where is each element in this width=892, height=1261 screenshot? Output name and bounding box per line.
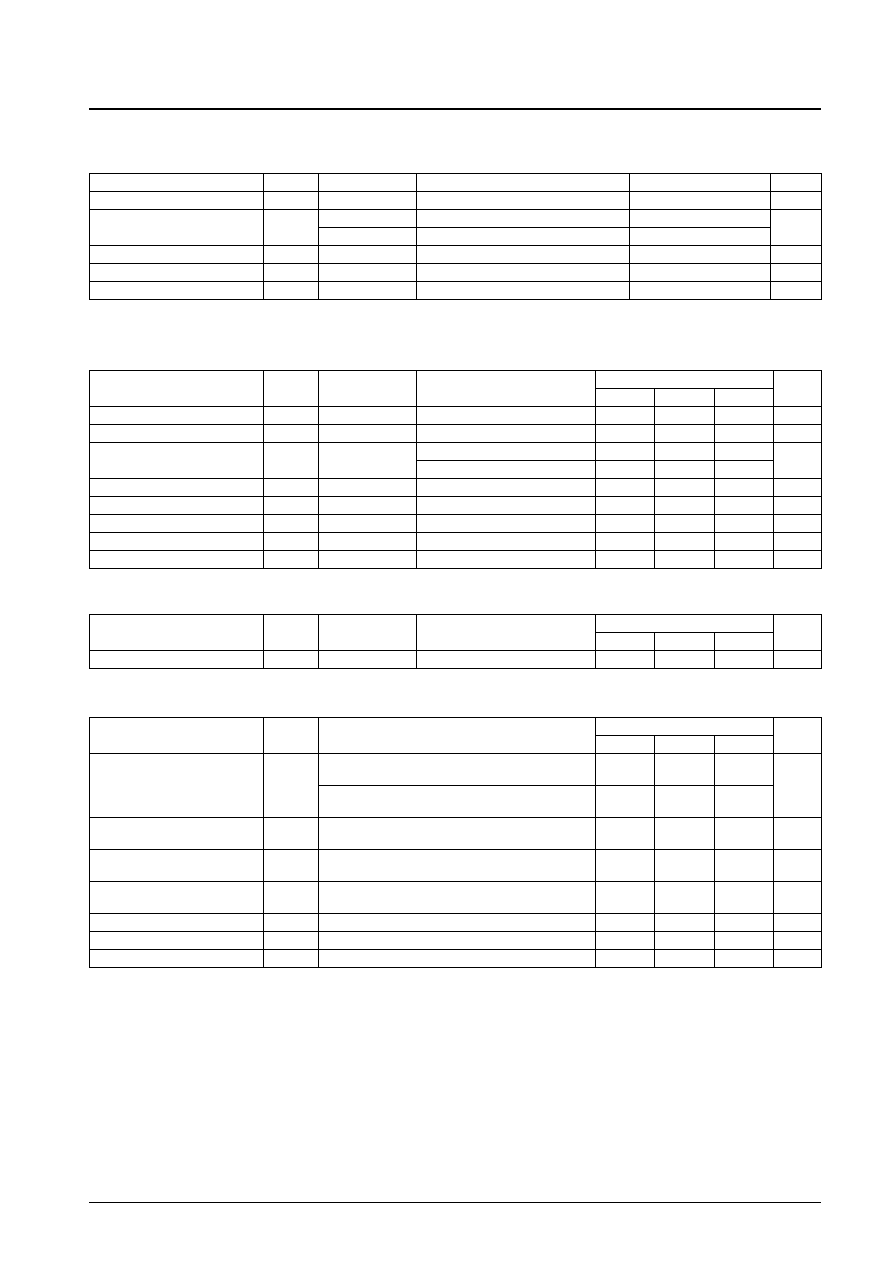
table-cell <box>90 882 264 914</box>
table-cell <box>90 443 264 479</box>
table-row <box>90 174 822 192</box>
table-row <box>90 443 822 461</box>
table-cell <box>319 754 596 786</box>
table-cell <box>655 515 715 533</box>
header-cell <box>774 615 822 651</box>
table-cell <box>774 425 822 443</box>
table-cell <box>715 515 774 533</box>
table-cell <box>319 210 417 228</box>
table-cell <box>90 932 264 950</box>
table-cell <box>264 818 319 850</box>
table-cell <box>319 497 417 515</box>
table-header-row <box>90 718 822 736</box>
table-cell <box>90 850 264 882</box>
header-cell <box>264 371 319 407</box>
header-cell <box>596 633 655 651</box>
table-cell <box>417 551 596 569</box>
table-cell <box>596 533 655 551</box>
table-cell <box>417 228 630 246</box>
header-rule <box>89 108 821 110</box>
table-cell <box>596 754 655 786</box>
header-cell <box>596 718 774 736</box>
table-cell <box>319 818 596 850</box>
table-cell <box>319 246 417 264</box>
table-cell <box>319 651 417 669</box>
table-cell <box>264 174 319 192</box>
table-cell <box>655 950 715 968</box>
table-cell <box>655 754 715 786</box>
table-cell <box>630 264 771 282</box>
table-cell <box>417 210 630 228</box>
table-cell <box>596 786 655 818</box>
header-cell <box>264 615 319 651</box>
table-cell <box>715 551 774 569</box>
table-cell <box>264 479 319 497</box>
table-cell <box>774 533 822 551</box>
table-cell <box>417 425 596 443</box>
table-cell <box>655 443 715 461</box>
table-cell <box>264 497 319 515</box>
table-cell <box>596 425 655 443</box>
footer-rule <box>89 1202 821 1203</box>
table-cell <box>319 551 417 569</box>
table-cell <box>264 754 319 818</box>
table-cell <box>774 515 822 533</box>
table-row <box>90 210 822 228</box>
table-row <box>90 818 822 850</box>
table-row <box>90 551 822 569</box>
table-cell <box>319 264 417 282</box>
table-cell <box>774 479 822 497</box>
table-cell <box>715 818 774 850</box>
table-cell <box>417 174 630 192</box>
table-cell <box>774 882 822 914</box>
header-cell <box>596 615 774 633</box>
table-cell <box>90 914 264 932</box>
table-cell <box>596 651 655 669</box>
header-cell <box>596 736 655 754</box>
table-cell <box>90 425 264 443</box>
table-cell <box>417 246 630 264</box>
table-row <box>90 850 822 882</box>
table-cell <box>264 443 319 479</box>
table-cell <box>417 443 596 461</box>
table-cell <box>264 407 319 425</box>
table-row <box>90 932 822 950</box>
table-cell <box>596 850 655 882</box>
table-cell <box>630 192 771 210</box>
table-cell <box>655 407 715 425</box>
table-row <box>90 914 822 932</box>
table-cell <box>715 497 774 515</box>
table-cell <box>596 407 655 425</box>
table-cell <box>655 882 715 914</box>
table-cell <box>417 497 596 515</box>
table-cell <box>264 882 319 914</box>
table-row <box>90 264 822 282</box>
table-cell <box>264 932 319 950</box>
switching-characteristics-table <box>89 614 822 669</box>
table-cell <box>417 479 596 497</box>
table-cell <box>596 515 655 533</box>
table-cell <box>90 282 264 300</box>
table-cell <box>655 461 715 479</box>
header-cell <box>319 718 596 754</box>
table-cell <box>630 210 771 228</box>
table-cell <box>319 479 417 497</box>
table-cell <box>264 246 319 264</box>
table-cell <box>655 533 715 551</box>
table-cell <box>774 932 822 950</box>
header-cell <box>774 371 822 407</box>
header-cell <box>715 389 774 407</box>
table-cell <box>655 479 715 497</box>
table-cell <box>264 425 319 443</box>
table-cell <box>596 882 655 914</box>
table-cell <box>417 264 630 282</box>
header-cell <box>655 736 715 754</box>
header-cell <box>417 615 596 651</box>
table-cell <box>417 651 596 669</box>
table-cell <box>771 282 822 300</box>
header-cell <box>655 389 715 407</box>
electrical-characteristics-table <box>89 370 822 569</box>
table-cell <box>771 192 822 210</box>
table-cell <box>655 786 715 818</box>
table-cell <box>596 461 655 479</box>
table-cell <box>90 754 264 818</box>
table-cell <box>90 651 264 669</box>
header-cell <box>90 615 264 651</box>
table-cell <box>596 551 655 569</box>
table-cell <box>771 210 822 246</box>
table-cell <box>715 950 774 968</box>
table-cell <box>264 850 319 882</box>
table-row <box>90 407 822 425</box>
table-row <box>90 882 822 914</box>
table-cell <box>596 497 655 515</box>
header-cell <box>319 615 417 651</box>
table-cell <box>774 497 822 515</box>
table-cell <box>771 264 822 282</box>
table-cell <box>655 497 715 515</box>
table-cell <box>319 515 417 533</box>
table-cell <box>774 443 822 479</box>
header-cell <box>655 633 715 651</box>
table-cell <box>630 282 771 300</box>
table-cell <box>319 914 596 932</box>
header-cell <box>715 633 774 651</box>
header-cell <box>417 371 596 407</box>
table-cell <box>655 818 715 850</box>
table-cell <box>715 461 774 479</box>
table-row <box>90 651 822 669</box>
table-cell <box>596 914 655 932</box>
table-cell <box>655 932 715 950</box>
table-cell <box>596 443 655 461</box>
table-cell <box>264 515 319 533</box>
table-cell <box>319 228 417 246</box>
table-header-row <box>90 615 822 633</box>
table-cell <box>655 551 715 569</box>
table-cell <box>715 407 774 425</box>
table-cell <box>630 246 771 264</box>
thermal-characteristics-table <box>89 717 822 968</box>
table-row <box>90 192 822 210</box>
table-cell <box>319 443 417 479</box>
table-row <box>90 950 822 968</box>
table-row <box>90 515 822 533</box>
table-cell <box>264 950 319 968</box>
table-cell <box>715 651 774 669</box>
absolute-maximum-ratings-table <box>89 173 822 300</box>
table-cell <box>319 950 596 968</box>
table-cell <box>774 551 822 569</box>
table-cell <box>90 264 264 282</box>
table-cell <box>90 192 264 210</box>
table-row <box>90 533 822 551</box>
header-cell <box>715 736 774 754</box>
table-cell <box>630 174 771 192</box>
header-cell <box>264 718 319 754</box>
table-row <box>90 497 822 515</box>
table-row <box>90 425 822 443</box>
table-cell <box>630 228 771 246</box>
table-cell <box>319 932 596 950</box>
table-cell <box>417 533 596 551</box>
header-cell <box>90 371 264 407</box>
table-cell <box>596 818 655 850</box>
table-cell <box>90 497 264 515</box>
table-cell <box>715 914 774 932</box>
table-cell <box>319 850 596 882</box>
table-cell <box>417 515 596 533</box>
table-cell <box>715 443 774 461</box>
table-cell <box>715 786 774 818</box>
table-cell <box>715 533 774 551</box>
table-cell <box>715 932 774 950</box>
table-cell <box>90 950 264 968</box>
table-cell <box>90 246 264 264</box>
table-cell <box>264 651 319 669</box>
table-cell <box>774 754 822 818</box>
table-cell <box>774 914 822 932</box>
table-cell <box>417 407 596 425</box>
table-cell <box>264 264 319 282</box>
table-cell <box>715 425 774 443</box>
table-cell <box>715 479 774 497</box>
table-row <box>90 282 822 300</box>
table-cell <box>417 461 596 479</box>
table-cell <box>319 533 417 551</box>
table-cell <box>264 551 319 569</box>
table-cell <box>596 932 655 950</box>
header-cell <box>319 371 417 407</box>
table-cell <box>655 425 715 443</box>
table-cell <box>90 479 264 497</box>
table-cell <box>319 425 417 443</box>
table-cell <box>90 210 264 246</box>
table-cell <box>264 210 319 246</box>
table-cell <box>596 479 655 497</box>
table-cell <box>417 192 630 210</box>
table-cell <box>774 818 822 850</box>
table-cell <box>715 754 774 786</box>
table-cell <box>319 174 417 192</box>
table-cell <box>715 882 774 914</box>
table-row <box>90 479 822 497</box>
table-cell <box>319 407 417 425</box>
table-cell <box>90 174 264 192</box>
table-cell <box>771 174 822 192</box>
table-cell <box>90 818 264 850</box>
table-cell <box>90 533 264 551</box>
table-cell <box>264 192 319 210</box>
table-cell <box>264 282 319 300</box>
table-cell <box>90 407 264 425</box>
table-cell <box>90 551 264 569</box>
table-cell <box>715 850 774 882</box>
header-cell <box>596 389 655 407</box>
table-cell <box>417 282 630 300</box>
table-cell <box>774 950 822 968</box>
table-cell <box>655 651 715 669</box>
table-cell <box>655 914 715 932</box>
table-cell <box>319 882 596 914</box>
header-cell <box>596 371 774 389</box>
table-cell <box>90 515 264 533</box>
table-row <box>90 246 822 264</box>
table-cell <box>319 786 596 818</box>
header-cell <box>774 718 822 754</box>
table-header-row <box>90 371 822 389</box>
header-cell <box>90 718 264 754</box>
table-cell <box>771 246 822 264</box>
table-cell <box>596 950 655 968</box>
table-cell <box>319 282 417 300</box>
table-cell <box>774 850 822 882</box>
table-cell <box>774 651 822 669</box>
table-cell <box>264 533 319 551</box>
table-cell <box>319 192 417 210</box>
table-cell <box>655 850 715 882</box>
table-cell <box>264 914 319 932</box>
table-row <box>90 754 822 786</box>
table-cell <box>774 407 822 425</box>
